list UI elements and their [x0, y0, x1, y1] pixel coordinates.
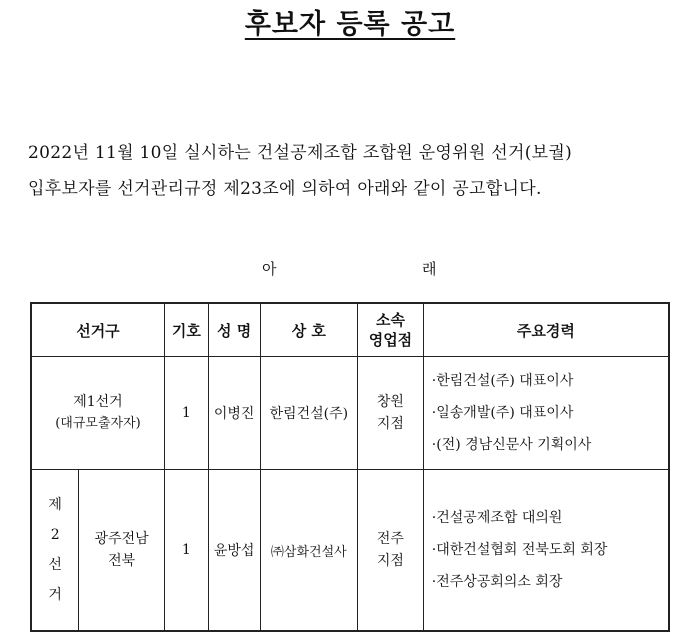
- number-cell: 1: [164, 357, 208, 470]
- table-header-row: [31, 303, 669, 357]
- paragraph-line-1: 2022년 11월 10일 실시하는 건설공제조합 조합원 운영위원 선거(보궐): [28, 143, 573, 163]
- paragraph-line-2: 입후보자를 선거관리규정 제23조에 의하여 아래와 같이 공고합니다.: [28, 179, 542, 199]
- district-cell: [31, 357, 164, 470]
- branch-cell: [358, 470, 424, 632]
- table-row: [31, 470, 669, 632]
- district-vertical-cell: [31, 470, 79, 632]
- branch-line-1: 창원: [376, 394, 404, 410]
- region-cell: [79, 470, 165, 632]
- document-title: [0, 2, 700, 41]
- header-career: 주요경력: [423, 303, 669, 357]
- branch-cell: [358, 357, 424, 470]
- career-item: ·한림건설(주) 대표이사: [431, 373, 574, 389]
- district-vertical-char: 2: [50, 527, 60, 543]
- header-affiliation: [358, 303, 424, 357]
- career-item: ·(전) 경남신문사 기획이사: [431, 437, 592, 453]
- district-line-1: 제1선거: [73, 394, 123, 410]
- header-number: 기호: [164, 303, 208, 357]
- header-district: 선거구: [31, 303, 164, 357]
- header-name: 성 명: [208, 303, 260, 357]
- region-line-1: 광주전남: [94, 531, 149, 547]
- district-vertical-char: 거: [48, 587, 62, 603]
- company-cell: 한림건설(주): [260, 357, 358, 470]
- branch-line-1: 전주: [376, 531, 404, 547]
- header-company: 상 호: [260, 303, 358, 357]
- career-item: ·건설공제조합 대의원: [431, 510, 563, 526]
- name-cell: 이병진: [208, 357, 260, 470]
- company-cell: ㈜삼화건설사: [260, 470, 358, 632]
- below-label-2: 래: [422, 260, 437, 278]
- number-cell: 1: [164, 470, 208, 632]
- candidate-table: [30, 302, 670, 632]
- header-affiliation-line-1: 소속: [375, 311, 405, 329]
- branch-line-2: 지점: [376, 553, 404, 569]
- region-line-2: 전북: [108, 553, 136, 569]
- name-cell: 윤방섭: [208, 470, 260, 632]
- header-affiliation-line-2: 영업점: [368, 331, 413, 349]
- career-item: ·대한건설협회 전북도회 회장: [431, 542, 608, 558]
- district-vertical-char: 제: [48, 497, 62, 513]
- table-row: [31, 357, 669, 470]
- career-cell: [423, 470, 669, 632]
- below-label-1: 아: [262, 260, 277, 278]
- announcement-paragraph: [28, 135, 688, 207]
- district-line-2: (대규모출자자): [55, 416, 141, 431]
- career-item: ·일송개발(주) 대표이사: [431, 405, 574, 421]
- career-cell: [423, 357, 669, 470]
- district-vertical-char: 선: [48, 557, 62, 573]
- branch-line-2: 지점: [376, 416, 404, 432]
- career-item: ·전주상공회의소 회장: [431, 574, 563, 590]
- document-title-text: 후보자 등록 공고: [244, 9, 456, 40]
